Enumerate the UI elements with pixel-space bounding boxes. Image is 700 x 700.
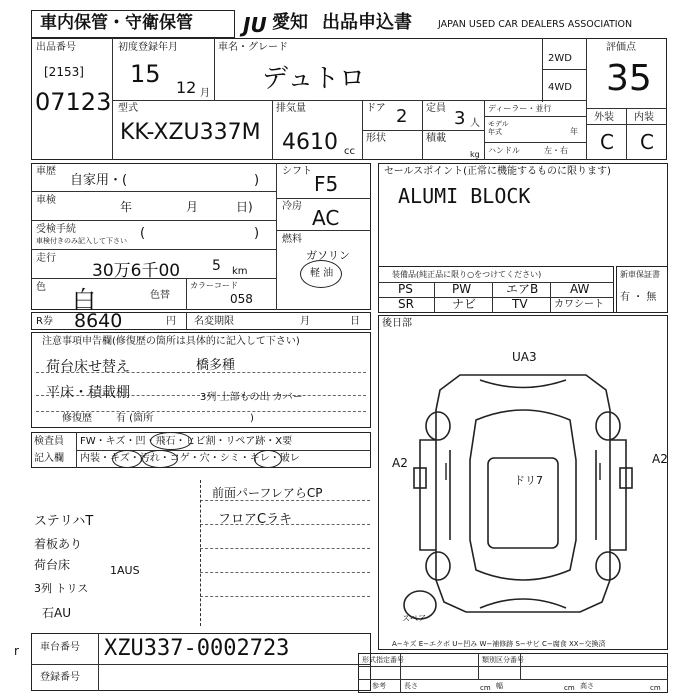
height-label: 高さ <box>580 682 594 690</box>
notes-line2: 平床・積載棚 <box>46 385 130 401</box>
interior-label: 内装 <box>634 112 654 123</box>
rating-label: 評価点 <box>606 42 636 53</box>
transfer-note: 車検付きのみ記入して下さい <box>36 237 127 245</box>
month-suffix: 月 <box>200 88 210 99</box>
handle-label: ハンドル <box>488 146 520 155</box>
left-note-1: ステリハT <box>34 514 94 529</box>
notes-line2b: 3列 上部もの出 カバー <box>200 392 303 403</box>
inspection-day: 日) <box>236 200 253 214</box>
fuel-label: 燃料 <box>282 234 302 245</box>
reg-number-label: 登録番号 <box>40 672 80 683</box>
association-name: JAPAN USED CAR DEALERS ASSOCIATION <box>438 19 633 30</box>
car-name: デュトロ <box>262 64 366 94</box>
cm-1: cm <box>480 684 491 692</box>
cm-2: cm <box>564 684 575 692</box>
equip-tv: TV <box>512 297 528 311</box>
equipment-label: 装備品(純正品に限り○をつけてください) <box>392 270 542 279</box>
left-note-5: 石AU <box>42 606 71 620</box>
ju-logo: JU <box>243 13 267 37</box>
color-value: 白 <box>72 286 96 314</box>
shape-label: 形状 <box>366 133 386 144</box>
selling-value: ALUMI BLOCK <box>398 184 531 208</box>
interior-row: 内装・キズ・汚れ・コゲ・穴・シミ・キレ・破レ <box>80 453 300 464</box>
ref-label: 参考 <box>372 682 386 690</box>
door-value: 2 <box>396 106 408 127</box>
first-reg-label: 初度登録年月 <box>118 42 178 53</box>
equip-seat: カワシート <box>554 299 604 310</box>
drive-2wd: 2WD <box>548 53 572 64</box>
left-note-2: 着板あり <box>34 537 83 551</box>
name-change-label: 名変期限 <box>194 316 234 327</box>
width-label: 幅 <box>496 682 503 690</box>
color-no-label: 色替 <box>150 290 170 301</box>
drive-4wd: 4WD <box>548 82 572 93</box>
color-label: 色 <box>36 282 46 293</box>
type-label: 類別区分番号 <box>482 656 524 664</box>
transfer-paren-open: ( <box>140 226 146 241</box>
diagram-a2-left: A2 <box>392 456 408 470</box>
recycle-unit: 円 <box>166 316 176 327</box>
mileage-label: 走行 <box>36 253 56 264</box>
chassis-value: XZU337-0002723 <box>104 636 290 661</box>
transfer-label: 受検手続 <box>36 224 76 235</box>
equip-airbag: エアB <box>506 282 539 296</box>
circle-mark-3 <box>142 450 178 468</box>
length-label: 長さ <box>404 682 418 690</box>
cm-3: cm <box>650 684 661 692</box>
model-cert-label: 形式指定番号 <box>362 656 404 664</box>
rear-label: 後日部 <box>382 318 412 329</box>
left-note-4: 3列 トリス <box>34 582 89 595</box>
interior-value: C <box>640 130 654 154</box>
circle-mark-4 <box>254 450 282 468</box>
car-diagram <box>380 340 666 640</box>
notes-line1b: 橋多種 <box>196 358 236 373</box>
recycle-label: R券 <box>36 316 53 327</box>
lot-bracket: [2153] <box>44 65 84 79</box>
circle-mark-2 <box>112 450 142 468</box>
transfer-paren-close: ) <box>254 226 260 241</box>
damage-legend: A−キズ E−エクボ U−凹み W−補修跡 S−サビ C−腐食 XX−交換済 <box>392 640 606 648</box>
model-value: KK-XZU337M <box>120 120 261 145</box>
name-label: 車名・グレード <box>218 42 288 53</box>
warranty-options: 有 ・ 無 <box>620 292 657 303</box>
rating-value: 35 <box>606 58 652 99</box>
warranty-label: 新車保証書 <box>620 270 660 279</box>
door-label: ドア <box>366 103 386 114</box>
model-label: 型式 <box>118 103 138 114</box>
notes-label: 注意事項申告欄(修復歴の箇所は具体的に記入して下さい) <box>42 336 300 347</box>
entry-label: 記入欄 <box>34 453 64 464</box>
inspector-label: 検査員 <box>34 436 64 447</box>
ac-value: AC <box>312 206 340 230</box>
disp-unit: cc <box>344 146 355 157</box>
fuel-value: ガソリン <box>306 249 350 262</box>
ac-label: 冷房 <box>282 201 302 212</box>
fw-row: FW・キズ・凹・飛石・ヒビ割・リペア跡・X要 <box>80 436 293 447</box>
spare-label: スペア <box>402 614 426 623</box>
shift-value: F5 <box>314 172 339 196</box>
history-label: 車歴 <box>36 166 56 177</box>
name-change-month: 月 <box>300 316 310 327</box>
mileage-mark: 5 <box>212 258 221 274</box>
mid-note: 1AUS <box>110 564 140 577</box>
mileage-unit: km <box>232 266 248 277</box>
shift-label: シフト <box>282 166 312 177</box>
circle-mark-1 <box>150 432 192 450</box>
notes-line1: 荷台床せ替え <box>46 359 130 375</box>
disp-label: 排気量 <box>276 103 306 114</box>
recycle-value: 8640 <box>74 310 123 332</box>
capacity-label: 定員 <box>426 103 446 114</box>
reg-month: 12 <box>176 78 197 97</box>
color-code-label: カラーコード <box>190 281 238 290</box>
repair-close: ) <box>250 413 254 424</box>
inspection-label: 車検 <box>36 195 56 206</box>
load-label: 積載 <box>426 133 446 144</box>
disp-value: 4610 <box>282 130 338 155</box>
inspection-month: 月 <box>186 200 199 214</box>
equip-sr: SR <box>398 297 414 311</box>
load-unit: kg <box>470 150 480 159</box>
document-title: 出品申込書 <box>322 12 412 33</box>
diagram-ua3: UA3 <box>512 350 537 364</box>
history-value: 自家用・( <box>70 173 128 188</box>
equip-ps: PS <box>398 282 413 296</box>
handle-options: 左・右 <box>544 146 568 155</box>
model-year-label: モデル 年式 <box>488 120 509 136</box>
repair-value: 有 (箇所 <box>116 413 154 424</box>
capacity-value: 3 <box>454 108 466 129</box>
mileage-value: 30万6千00 <box>92 261 181 281</box>
storage-label: 車内保管・守衛保管 <box>40 13 193 33</box>
year-unit: 年 <box>570 127 578 136</box>
repair-label: 修復歴 <box>62 413 92 424</box>
color-code-value: 058 <box>230 292 253 306</box>
reg-year: 15 <box>130 60 161 88</box>
diagram-center-note: ドリ7 <box>514 474 543 487</box>
side-mark: r <box>14 644 19 658</box>
name-change-day: 日 <box>350 316 360 327</box>
lot-label: 出品番号 <box>36 42 76 53</box>
diagram-a2-right: A2 <box>652 452 668 466</box>
left-note-3: 荷台床 <box>34 558 71 572</box>
brand-name: 愛知 <box>272 12 308 33</box>
equip-pw: PW <box>452 282 472 296</box>
handwritten-note-2: フロアCラキ <box>218 512 293 527</box>
lot-number: 07123 <box>35 88 112 116</box>
capacity-unit: 人 <box>470 118 480 129</box>
equip-aw: AW <box>570 282 590 296</box>
dealer-label: ディーラー・並行 <box>488 104 552 113</box>
selling-label: セールスポイント(正常に機能するものに限ります) <box>384 166 611 177</box>
exterior-label: 外装 <box>594 112 614 123</box>
exterior-value: C <box>600 130 614 154</box>
inspection-year: 年 <box>120 200 133 214</box>
handwritten-note-1: 前面パーフレアらCP <box>212 486 323 500</box>
equip-navi: ナビ <box>452 297 477 311</box>
history-close: ) <box>254 173 260 188</box>
chassis-label: 車台番号 <box>40 642 80 653</box>
fuel-options: 軽 油 <box>310 268 334 279</box>
